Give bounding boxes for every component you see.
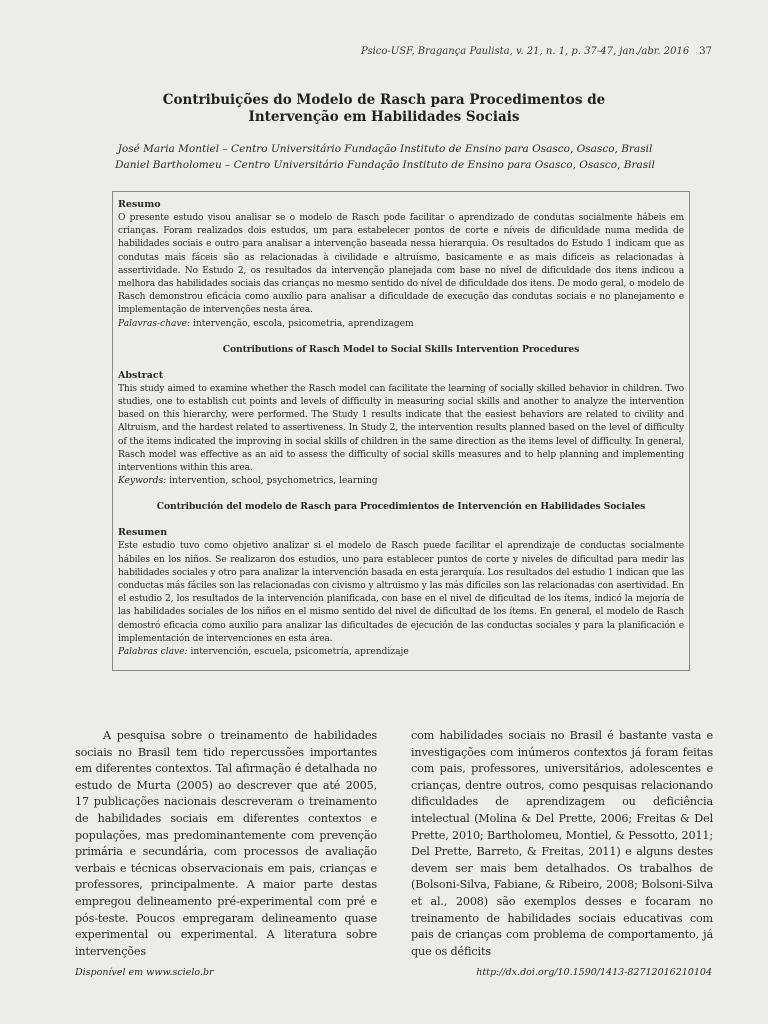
resumen-title: Contribución del modelo de Rasch para Procedimientos de Intervención en Habilidades Sociales (156, 501, 646, 513)
title-line-2: Intervenção em Habilidades Sociais (248, 109, 520, 125)
resumo-keywords-text: intervenção, escola, psicometria, aprendizagem (190, 318, 414, 329)
abstract-heading: Abstract (118, 369, 164, 381)
abstract-title: Contributions of Rasch Model to Social Skills Intervention Procedures (222, 343, 580, 355)
abstract-keywords (118, 475, 684, 488)
abstract-text: This study aimed to examine whether the Rasch model can facilitate the learning of socially skilled behavior in children. Two studies, one to establish cut points and levels of difficulty in measuring social skills and another to analyze the intervention based on this hierarchy, were performed. The Study 1 results indicate that the easiest behaviors are related to civility and Altruism, and the hardest related to assertiveness. In Study 2, the intervention results planned based on the level of difficulty of the items indicated the improving in social skills of children in the same direction as the items level of difficulty. In general, Rasch model was effective as an aid to assess the difficulty of social skills measures and to help planning and implementing interventions within this area. (118, 383, 684, 474)
author-2: Daniel Bartholomeu – Centro Universitário Fundação Instituto de Ensino para Osasco, Osasco, Brasil (115, 159, 655, 171)
title-line-1: Contribuições do Modelo de Rasch para Procedimentos de (162, 92, 606, 108)
resumen-keywords (118, 646, 684, 659)
abstract-keywords-text: intervention, school, psychometrics, learning (166, 476, 378, 487)
footer-availability: Disponível em www.scielo.br (75, 967, 214, 978)
resumen-text: Este estudio tuvo como objetivo analizar si el modelo de Rasch puede facilitar el aprendizaje de conductas socialmente hábiles en los niños. Se realizaron dos estudios, uno para establecer puntos de corte y niveles de dificultad para medir las habilidades sociales y otro para analizar la intervención basada en esta jerarquía. Los resultados del estudio 1 indican que las conductas más fáciles son las relacionadas con civismo y altruismo y las más difíciles son las relacionadas con asertividad. En el estudio 2, los resultados de la intervención planificada, con base en el nivel de dificultad de los ítems, indicó la mejoría de las habilidades sociales de los niños en el mismo sentido del nivel de dificultad de los ítems. En general, el modelo de Rasch demostró eficacia como auxilio para analizar las dificultades de ejecución de las conductas sociales y para la planificación e implementación de intervenciones en esta área. (118, 541, 684, 644)
resumo-text: O presente estudo visou analisar se o modelo de Rasch pode facilitar o aprendizado de condutas socialmente hábeis em crianças. Foram realizados dois estudos, um para estabelecer pontos de corte e níveis de dificuldade numa medida de habilidades sociais e outro para analisar a intervenção baseada nessa hierarquia. Os resultados do Estudo 1 indicam que as condutas mais fáceis são as relacionadas à civilidade e altruísmo, basicamente e as mais difíceis as relacionadas à assertividade. No Estudo 2, os resultados da intervenção planejada com base no nível de dificuldade dos itens indicou a melhora das habilidades sociais das crianças no mesmo sentido do nível de dificuldade dos itens. De modo geral, o modelo de Rasch demonstrou eficácia como auxílio para analisar a dificuldade de execução das condutas sociais e no planejamento e implementação de intervenções nesta área. (118, 213, 684, 316)
body-paragraph-left: A pesquisa sobre o treinamento de habilidades sociais no Brasil tem tido repercussões importantes em diferentes contextos. Tal afirmação é detalhada no estudo de Murta (2005) ao descrever que até 2005, 17 publicações nacionais descreveram o treinamento de habilidades sociais em diferentes contextos e populações, mas predominantemente com prevenção primária e secundária, com processos de avaliação verbais e técnicas observacionais em pais, crianças e professores, principalmente. A maior parte destas empregou delineamento pré-experimental com pré e pós-teste. Poucos empregaram delineamento quase experimental ou experimental. A literatura sobre intervenções (75, 729, 377, 958)
abstract-keywords-label: Keywords: (118, 476, 167, 487)
author-1: José Maria Montiel – Centro Universitário Fundação Instituto de Ensino para Osasco, Osasco, Brasil (117, 143, 653, 155)
body-paragraph-right: com habilidades sociais no Brasil é bastante vasta e investigações com inúmeros contextos já foram feitas com pais, professores, universitários, adolescentes e crianças, dentre outros, como pesquisas relacionando dificuldades de aprendizagem ou deficiência intelectual (Molina & Del Prette, 2006; Freitas & Del Prette, 2010; Bartholomeu, Montiel, & Pessotto, 2011; Del Prette, Barreto, & Freitas, 2011) e alguns destes devem ser mais bem detalhados. Os trabalhos de (Bolsoni-Silva, Fabiane, & Ribeiro, 2008; Bolsoni-Silva et al., 2008) são exemplos desses e focaram no treinamento de habilidades sociais educativas com pais de crianças com problema de comportamento, já que os déficits (411, 729, 713, 958)
footer-doi-link[interactable]: http://dx.doi.org/10.1590/1413-82712016210104 (476, 967, 712, 978)
page-number: 37 (699, 46, 712, 57)
author-list (100, 141, 670, 173)
resumen-keywords-label: Palabras clave: (118, 647, 188, 658)
abstract-box (112, 191, 690, 671)
resumen-heading: Resumen (118, 527, 168, 539)
resumo-heading: Resumo (118, 199, 161, 210)
running-head (300, 46, 712, 57)
article-title (120, 92, 648, 126)
resumen-keywords-text: intervención, escuela, psicometría, aprendizaje (187, 647, 409, 658)
resumo-keywords (118, 318, 684, 331)
body-column-right (411, 728, 713, 960)
resumo-keywords-label: Palavras-chave: (118, 318, 191, 329)
journal-citation: Psico-USF, Bragança Paulista, v. 21, n. 1, p. 37-47, jan./abr. 2016 (361, 46, 690, 57)
body-column-left (75, 728, 377, 960)
